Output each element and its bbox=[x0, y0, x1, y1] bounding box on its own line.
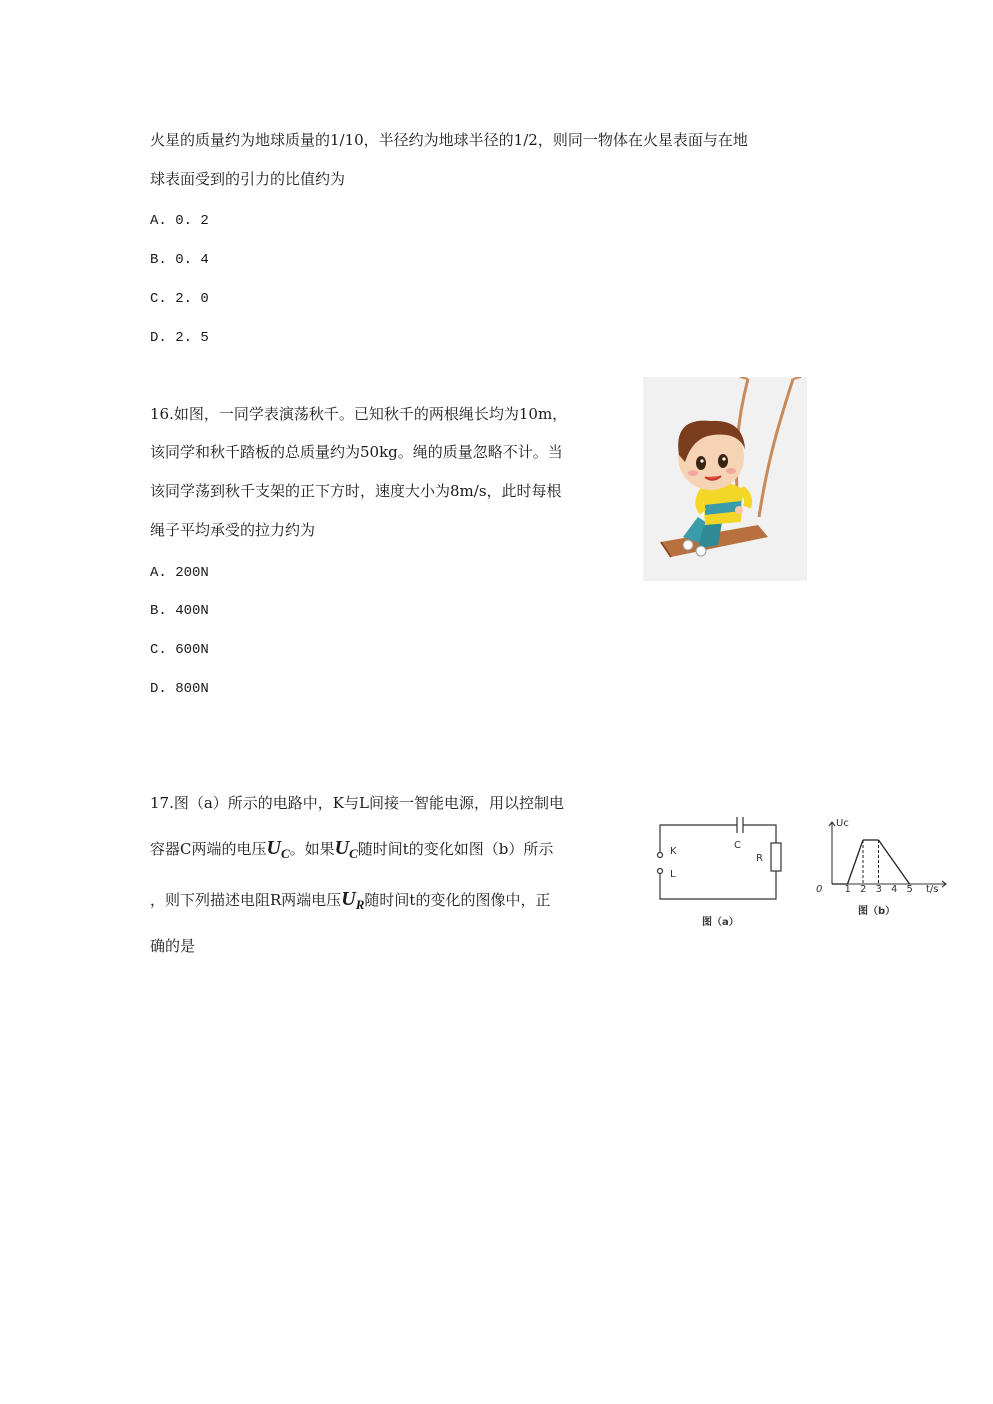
label-k: K bbox=[670, 846, 677, 857]
q17-line-3 bbox=[150, 887, 550, 917]
x-axis-label: t/s bbox=[926, 884, 939, 895]
symbol-uc: $U_C$ bbox=[266, 837, 290, 861]
q16-option-d: D. 800N bbox=[150, 681, 209, 697]
q17-line-2-part-b: 。如果 bbox=[289, 840, 335, 858]
x-tick-label: 2 bbox=[860, 884, 867, 895]
q17-line-2 bbox=[150, 836, 553, 866]
label-l: L bbox=[670, 869, 676, 880]
q16-line-3: 该同学荡到秋千支架的正下方时，速度大小为8m/s，此时每根 bbox=[150, 482, 562, 500]
x-tick-label: 1 bbox=[844, 884, 851, 895]
q15-line-1: 火星的质量约为地球质量的1/10，半径约为地球半径的1/2，则同一物体在火星表面与在地 bbox=[150, 131, 748, 149]
uc-segment bbox=[879, 840, 910, 884]
uc-segment bbox=[848, 840, 864, 884]
uc-graph-figure-b bbox=[808, 812, 954, 922]
q17-line-3-part-a: ，则下列描述电阻R两端电压 bbox=[150, 891, 342, 909]
swing-illustration bbox=[643, 377, 807, 581]
circuit-figure-a bbox=[652, 815, 792, 933]
symbol-uc-2: $U_C$ bbox=[334, 837, 358, 861]
x-tick-label: 5 bbox=[906, 884, 913, 895]
q15-option-a: A. 0. 2 bbox=[150, 213, 209, 229]
q17-line-4: 确的是 bbox=[150, 937, 196, 955]
x-tick-label: 3 bbox=[875, 884, 882, 895]
terminal-l bbox=[658, 869, 663, 874]
q17-line-1: 17.图（a）所示的电路中，K与L间接一智能电源，用以控制电 bbox=[150, 794, 564, 812]
q15-option-d: D. 2. 5 bbox=[150, 330, 209, 346]
q15-option-c: C. 2. 0 bbox=[150, 291, 209, 307]
terminal-k bbox=[658, 853, 663, 858]
q16-option-a: A. 200N bbox=[150, 565, 209, 581]
origin-label: 0 bbox=[816, 884, 823, 895]
x-tick-label: 4 bbox=[891, 884, 898, 895]
caption-a: 图（a） bbox=[702, 917, 739, 928]
label-r: R bbox=[756, 853, 763, 864]
q16-line-2: 该同学和秋千踏板的总质量约为50kg。绳的质量忽略不计。当 bbox=[150, 443, 563, 461]
q16-option-c: C. 600N bbox=[150, 642, 209, 658]
q16-line-4: 绳子平均承受的拉力约为 bbox=[150, 521, 316, 539]
q15-line-2: 球表面受到的引力的比值约为 bbox=[150, 170, 346, 188]
q16-option-b: B. 400N bbox=[150, 603, 209, 619]
q17-line-2-part-c: 随时间t的变化如图（b）所示 bbox=[357, 840, 554, 858]
q17-line-2-part-a: 容器C两端的电压 bbox=[150, 840, 267, 858]
label-c: C bbox=[734, 840, 741, 851]
symbol-ur: $U_R$ bbox=[341, 888, 365, 912]
q15-option-b: B. 0. 4 bbox=[150, 252, 209, 268]
caption-b: 图（b） bbox=[858, 906, 896, 917]
q17-line-3-part-b: 随时间t的变化的图像中，正 bbox=[364, 891, 551, 909]
y-axis-label: Uc bbox=[836, 818, 849, 829]
q16-line-1: 16.如图，一同学表演荡秋千。已知秋千的两根绳长均为10m， bbox=[150, 405, 568, 423]
